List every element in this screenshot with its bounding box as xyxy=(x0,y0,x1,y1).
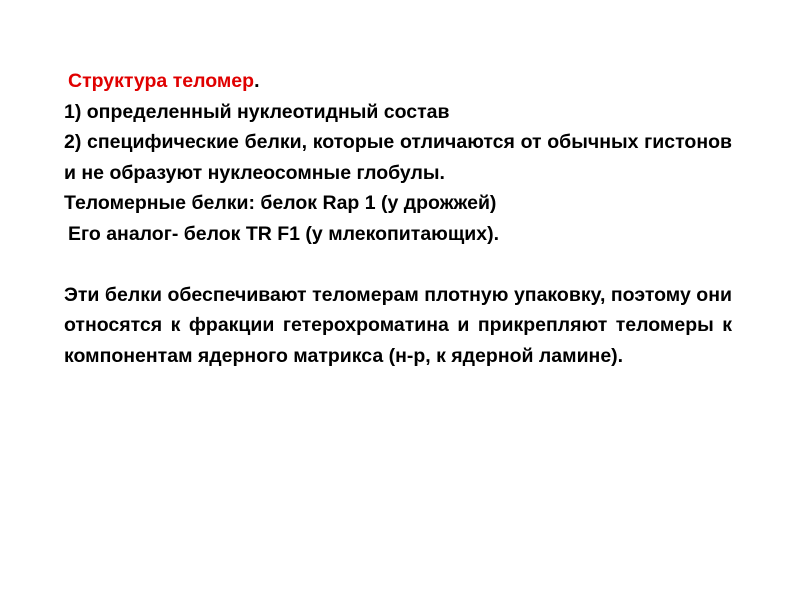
title-suffix: . xyxy=(254,70,260,92)
item-2: 2) специфические белки, которые отличаются от обычных гистонов и не образуют нуклеосомные глобулы. xyxy=(64,131,732,184)
item-1: 1) определенный нуклеотидный состав xyxy=(64,100,450,123)
slide-content xyxy=(64,66,732,371)
proteins-line-1: Теломерные белки: белок Rap 1 (у дрожжей) xyxy=(64,192,497,214)
conclusion-paragraph: Эти белки обеспечивают теломерам плотную упаковку, поэтому они относятся к фракции гетерохроматина и прикрепляют теломеры к компонентам ядерного матрикса (н-р, к ядерной ламине). xyxy=(64,283,732,367)
proteins-line-2: Его аналог- белок TR F1 (у млекопитающих). xyxy=(68,222,500,245)
paragraph-spacer xyxy=(64,249,732,280)
slide-title xyxy=(64,66,732,97)
title-text: Структура теломер xyxy=(68,70,255,92)
